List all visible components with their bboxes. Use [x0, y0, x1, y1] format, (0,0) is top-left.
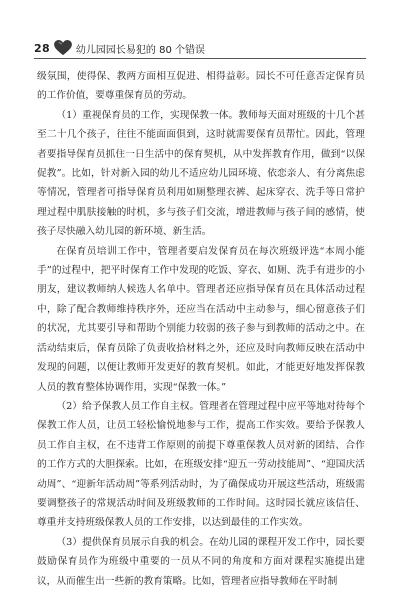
page-body — [37, 67, 365, 591]
running-header — [34, 38, 205, 58]
paragraph: 在保育员培训工作中，管理者要启发保育员在每次班级评选“本周小能手”的过程中，把平时保育工作中发现的吃饭、穿衣、如厕、洗手有进步的小朋友，建议教师纳人候选人名单中。管理者还应指导保育员在具体活动过程中，除了配合教师维持秩序外，还应当在活动中主动参与，细心留意孩子们的状况，尤其要引导和帮助个别能力较弱的孩子参与到教师的活动之中。在活动结束后，保育员除了负责收拾材料之外，还应及时向教师反映在活动中发现的问题，以便让教师开发更好的教育契机。如此，才能更好地发挥保教人员的教育整体协调作用，实现“保教一体。” — [37, 245, 365, 393]
heart-icon — [54, 40, 72, 56]
paragraph: 级氛围，使得保、教两方面相互促进、相得益彰。园长不可任意否定保育员的工作价值，要尊重保育员的劳动。 — [37, 71, 365, 102]
book-title: 幼儿园园长易犯的 80 个错误 — [75, 44, 206, 56]
page-number: 28 — [34, 41, 50, 55]
paragraph: （1）重视保育员的工作，实现保教一体。教师每天面对班级的十几个甚至二十几个孩子，往往不能面面俱到，这时就需要保育员帮忙。因此，管理者要指导保育员抓住一日生活中的保育契机，从中发挥教育作用，做到“以保促教”。比如，针对新入园的幼儿不适应幼儿园环境、依恋亲人、有分离焦虑等情况，管理者可指导保育员利用如厕整理衣裤、起床穿衣、洗手等日常护理过程中肌肤接触的时机，多与孩子们交流，增进教师与孩子间的感情，使孩子尽快融入幼儿园的新环境、新生活。 — [37, 109, 365, 238]
paragraph: （2）给予保教人员工作自主权。管理者在管理过程中应平等地对待每个保教工作人员，让员工轻松愉悦地参与工作，提高工作实效。要给予保教人员工作自主权，在不违背工作原则的前提下尊重保教人员对新的团结、合作的工作方式的大胆探索。比如，在班级安排“迎五一劳动技能周”、“迎国庆活动周”、“迎新年活动周”等系列活动时，为了确保成功开展这些活动，班级需要调整孩子的常规活动时间及班级教师的工作时间。这时园长就应该信任、尊重并支持班级保教人员的工作安排，以达到最佳的工作实效。 — [37, 400, 365, 529]
paragraph: （3）提供保育员展示自我的机会。在幼儿园的课程开发工作中，园长要鼓励保育员作为班级中重要的一员从不同的角度和方面对课程实施提出建议，从而催生出一些新的教育策略。比如，管理者应指导教师在平时制 — [37, 536, 365, 587]
header-rule — [34, 58, 366, 59]
